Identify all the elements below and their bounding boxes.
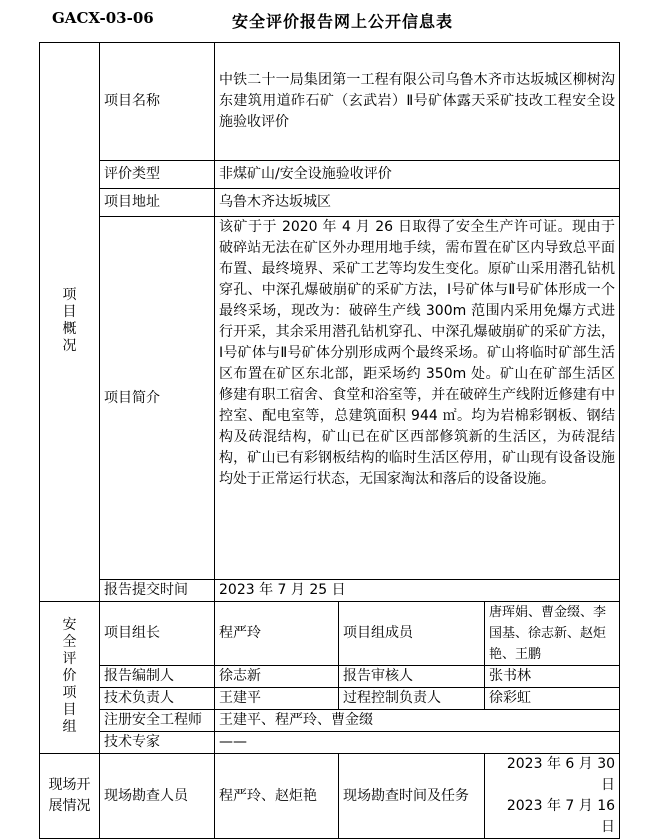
leader-label: 项目组长 <box>100 602 215 666</box>
surveyors-value: 程严玲、赵炬艳 <box>215 754 339 839</box>
project-name-value: 中铁二十一局集团第一工程有限公司乌鲁木齐市达坂城区柳树沟东建筑用道砟石矿（玄武岩）Ⅱ号矿体露天采矿技改工程安全设施验收评价 <box>215 43 620 161</box>
address-label: 项目地址 <box>100 189 215 217</box>
engineers-value: 王建平、程严玲、曹金缀 <box>215 710 620 732</box>
tech-lead-value: 王建平 <box>215 688 339 710</box>
project-name-label: 项目名称 <box>100 43 215 161</box>
expert-label: 技术专家 <box>100 732 215 754</box>
overview-section-label: 项目概况 <box>62 287 77 354</box>
editor-label: 报告编制人 <box>100 666 215 688</box>
eval-type-label: 评价类型 <box>100 161 215 189</box>
info-table <box>39 42 620 839</box>
process-lead-label: 过程控制负责人 <box>339 688 485 710</box>
row-eval-type <box>40 161 620 189</box>
team-section-cell <box>40 602 100 754</box>
team-section-label: 安全评价项目组 <box>62 617 77 735</box>
engineer-label: 注册安全工程师 <box>100 710 215 732</box>
site-section-label: 现场开展情况 <box>40 754 100 839</box>
row-engineers <box>40 710 620 732</box>
leader-value: 程严玲 <box>215 602 339 666</box>
members-value: 唐珲娟、曹金缀、李国基、徐志新、赵炬艳、王鹏 <box>485 602 620 666</box>
eval-type-value: 非煤矿山/安全设施验收评价 <box>215 161 620 189</box>
survey-dates <box>485 754 620 839</box>
submit-date: 2023 年 7 月 25 日 <box>215 580 620 602</box>
submit-label: 报告提交时间 <box>100 580 215 602</box>
survey-date-start: 2023 年 6 月 30 日 <box>506 756 616 793</box>
row-tech-lead <box>40 688 620 710</box>
address-value: 乌鲁木齐达坂城区 <box>215 189 620 217</box>
tech-lead-label: 技术负责人 <box>100 688 215 710</box>
members-label: 项目组成员 <box>339 602 485 666</box>
overview-section-cell <box>40 43 100 602</box>
row-summary <box>40 217 620 580</box>
reviewer-value: 张书林 <box>485 666 620 688</box>
survey-time-label: 现场勘查时间及任务 <box>339 754 485 839</box>
document-title: 安全评价报告网上公开信息表 <box>232 12 454 31</box>
document-code: GACX-03-06 <box>52 9 154 27</box>
reviewer-label: 报告审核人 <box>339 666 485 688</box>
summary-label: 项目简介 <box>100 217 215 580</box>
row-project-name <box>40 43 620 161</box>
surveyors-label: 现场勘查人员 <box>100 754 215 839</box>
row-expert <box>40 732 620 754</box>
row-editor <box>40 666 620 688</box>
survey-date-end: 2023 年 7 月 16 日 <box>506 798 616 835</box>
row-submit <box>40 580 620 602</box>
row-address <box>40 189 620 217</box>
process-lead-value: 徐彩虹 <box>485 688 620 710</box>
row-leader <box>40 602 620 666</box>
summary-value: 该矿于于 2020 年 4 月 26 日取得了安全生产许可证。现由于破碎站无法在矿区外办理用地手续，需布置在矿区内导致总平面布置、最终境界、采矿工艺等均发生变化。原矿山采用潜孔钻机穿孔、中深孔爆破崩矿的采矿方法，Ⅰ号矿体与Ⅱ号矿体形成一个最终采场，现改为：破碎生产线 300m 范围内采用免爆方式进行开采，其余采用潜孔钻机穿孔、中深孔爆破崩矿的采矿方法，Ⅰ号矿体与Ⅱ号矿体分别形成两个最终采场。矿山将临时矿部生活区布置在矿区东北部，距采场约 350m 处。矿山在矿部生活区修建有职工宿舍、食堂和浴室等，并在破碎生产线附近修建有中控室、配电室等，总建筑面积 944 ㎡。均为岩棉彩钢板、钢结构及砖混结构，矿山已在矿区西部修筑新的生活区，为砖混结构，矿山已有彩钢板结构的临时生活区停用，矿山现有设备设施均处于正常运行状态，无国家淘汰和落后的设备设施。 <box>215 217 620 580</box>
row-site <box>40 754 620 839</box>
expert-value: —— <box>215 732 620 754</box>
editor-value: 徐志新 <box>215 666 339 688</box>
